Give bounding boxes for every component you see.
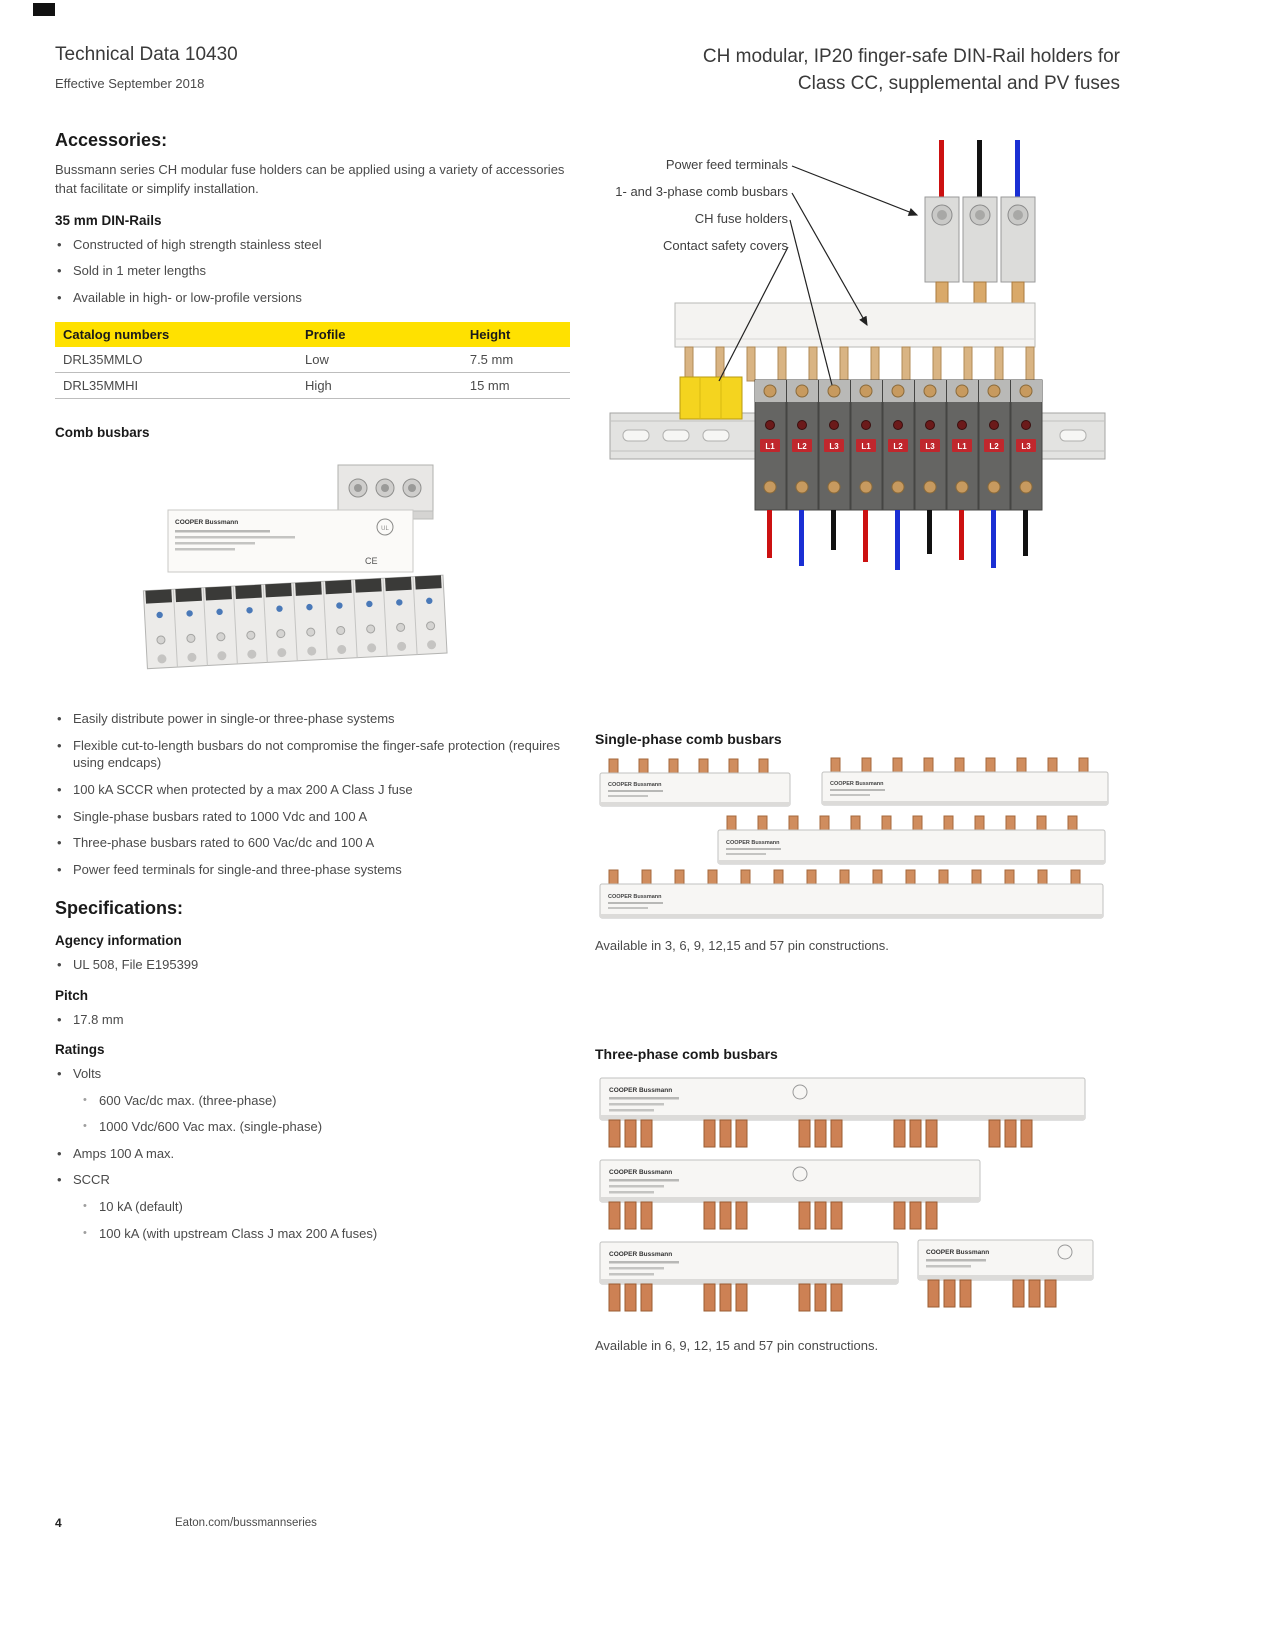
phase-label: L2 <box>797 442 807 451</box>
assembly-diagram <box>595 135 1120 580</box>
phase-label: L2 <box>893 442 903 451</box>
three-phase-caption: Available in 6, 9, 12, 15 and 57 pin constructions. <box>595 1338 879 1353</box>
brand-label-text: COOPER Bussmann <box>926 1249 990 1256</box>
phase-label: L2 <box>989 442 999 451</box>
sub-bullet-item: • 1000 Vdc/600 Vac max. (single-phase) <box>81 1118 570 1136</box>
bullet-item: • 17.8 mm <box>55 1011 570 1029</box>
cell-height: 7.5 mm <box>462 347 570 373</box>
bullet-item: • Power feed terminals for single-and three-phase systems <box>55 861 570 879</box>
bullet-item: • Amps 100 A max. <box>55 1145 570 1163</box>
phase-label: L1 <box>957 442 967 451</box>
phase-label: L3 <box>925 442 935 451</box>
three-phase-busbars-photo <box>595 1072 1095 1334</box>
single-phase-heading: Single-phase comb busbars <box>595 731 782 747</box>
cell-profile: Low <box>297 347 462 373</box>
left-column <box>55 130 570 1251</box>
assembly-diagram-illustration <box>595 135 1120 580</box>
din-rail-catalog-table <box>55 322 570 399</box>
din-rails-bullet-list <box>55 236 570 307</box>
sub-bullet-item: • 10 kA (default) <box>81 1198 570 1216</box>
bullet-item: • Single-phase busbars rated to 1000 Vdc and 100 A <box>55 808 570 826</box>
bullet-item: • Easily distribute power in single-or three-phase systems <box>55 710 570 728</box>
ch-fuse-holders-graphic <box>755 380 1042 510</box>
cell-catalog: DRL35MMHI <box>55 373 297 399</box>
cell-height: 15 mm <box>462 373 570 399</box>
ratings-bullet-list <box>55 1065 570 1083</box>
phase-label: L1 <box>861 442 871 451</box>
brand-label-text: COOPER Bussmann <box>608 782 662 788</box>
ratings-heading: Ratings <box>55 1042 105 1058</box>
table-row <box>55 373 570 399</box>
diagram-label-safety-covers: Contact safety covers <box>663 238 788 253</box>
header-left <box>55 44 238 91</box>
contact-safety-cover-graphic <box>680 377 742 419</box>
product-title-line1: CH modular, IP20 finger-safe DIN-Rail holders for <box>702 46 1120 67</box>
brand-label-text: COOPER Bussmann <box>609 1251 673 1258</box>
accessories-intro: Bussmann series CH modular fuse holders can be applied using a variety of accessories that facilitate or simplify installation. <box>55 162 565 196</box>
col-header-profile: Profile <box>297 322 462 347</box>
phase-label: L3 <box>829 442 839 451</box>
table-row <box>55 347 570 373</box>
three-phase-heading: Three-phase comb busbars <box>595 1046 778 1062</box>
table-header-row <box>55 322 570 347</box>
bullet-item: • Sold in 1 meter lengths <box>55 262 570 280</box>
page-number: 4 <box>55 1516 62 1530</box>
bullet-item: • Volts <box>55 1065 570 1083</box>
agency-bullet-list <box>55 956 570 974</box>
phase-label: L1 <box>765 442 775 451</box>
brand-label-text: COOPER Bussmann <box>609 1087 673 1094</box>
sub-bullet-item: • 600 Vac/dc max. (three-phase) <box>81 1092 570 1110</box>
product-title-line2: Class CC, supplemental and PV fuses <box>797 72 1120 94</box>
col-header-height: Height <box>462 322 570 347</box>
comb-busbars-heading: Comb busbars <box>55 425 150 441</box>
single-phase-caption: Available in 3, 6, 9, 12,15 and 57 pin constructions. <box>595 938 889 953</box>
sub-bullet-item: • 100 kA (with upstream Class J max 200 A fuses) <box>81 1225 570 1243</box>
agency-heading: Agency information <box>55 933 182 949</box>
diagram-label-comb-busbars: 1- and 3-phase comb busbars <box>615 184 788 199</box>
power-feed-terminals-graphic <box>925 197 1035 310</box>
print-registration-mark <box>33 3 55 16</box>
header-right <box>703 44 1120 97</box>
din-rails-heading: 35 mm DIN-Rails <box>55 212 162 228</box>
specifications-heading: Specifications: <box>55 898 184 919</box>
footer-website: Eaton.com/bussmannseries <box>175 1517 317 1529</box>
svg-text:UL: UL <box>381 526 389 533</box>
brand-label-text: COOPER Bussmann <box>175 519 239 527</box>
cell-catalog: DRL35MMLO <box>55 347 297 373</box>
bullet-item: • SCCR <box>55 1171 570 1189</box>
brand-label-text: COOPER Bussmann <box>608 894 662 900</box>
diagram-label-fuse-holders: CH fuse holders <box>694 211 788 226</box>
bullet-item: • Three-phase busbars rated to 600 Vac/dc and 100 A <box>55 834 570 852</box>
brand-label-text: COOPER Bussmann <box>830 781 884 787</box>
bullet-item: • Constructed of high strength stainless steel <box>55 236 570 254</box>
cell-profile: High <box>297 373 462 399</box>
accessories-heading: Accessories: <box>55 130 168 150</box>
bullet-item: • 100 kA SCCR when protected by a max 200 A Class J fuse <box>55 781 570 799</box>
col-header-catalog: Catalog numbers <box>55 322 297 347</box>
comb-busbar-graphic <box>675 303 1035 381</box>
load-wires-graphic <box>767 510 1028 570</box>
diagram-label-power-feed: Power feed terminals <box>665 157 788 172</box>
svg-text:CE: CE <box>365 556 378 567</box>
pitch-bullet-list <box>55 1011 570 1029</box>
doc-title: Technical Data 10430 <box>55 44 238 65</box>
brand-label-text: COOPER Bussmann <box>726 840 780 846</box>
sccr-sub-list <box>81 1198 570 1242</box>
ratings-bullet-list <box>55 1145 570 1189</box>
bullet-item: • Flexible cut-to-length busbars do not compromise the finger-safe protection (requires using endcaps) <box>55 737 570 772</box>
brand-label-text: COOPER Bussmann <box>609 1169 673 1176</box>
comb-busbar-product-photo <box>133 448 493 698</box>
effective-date: Effective September 2018 <box>55 76 205 91</box>
volts-sub-list <box>81 1092 570 1136</box>
single-phase-busbars-photo <box>595 756 1120 936</box>
pitch-heading: Pitch <box>55 987 89 1003</box>
phase-label: L3 <box>1021 442 1031 451</box>
bullet-item: • Available in high- or low-profile versions <box>55 289 570 307</box>
comb-busbars-bullet-list <box>55 710 570 878</box>
bullet-item: • UL 508, File E195399 <box>55 956 570 974</box>
